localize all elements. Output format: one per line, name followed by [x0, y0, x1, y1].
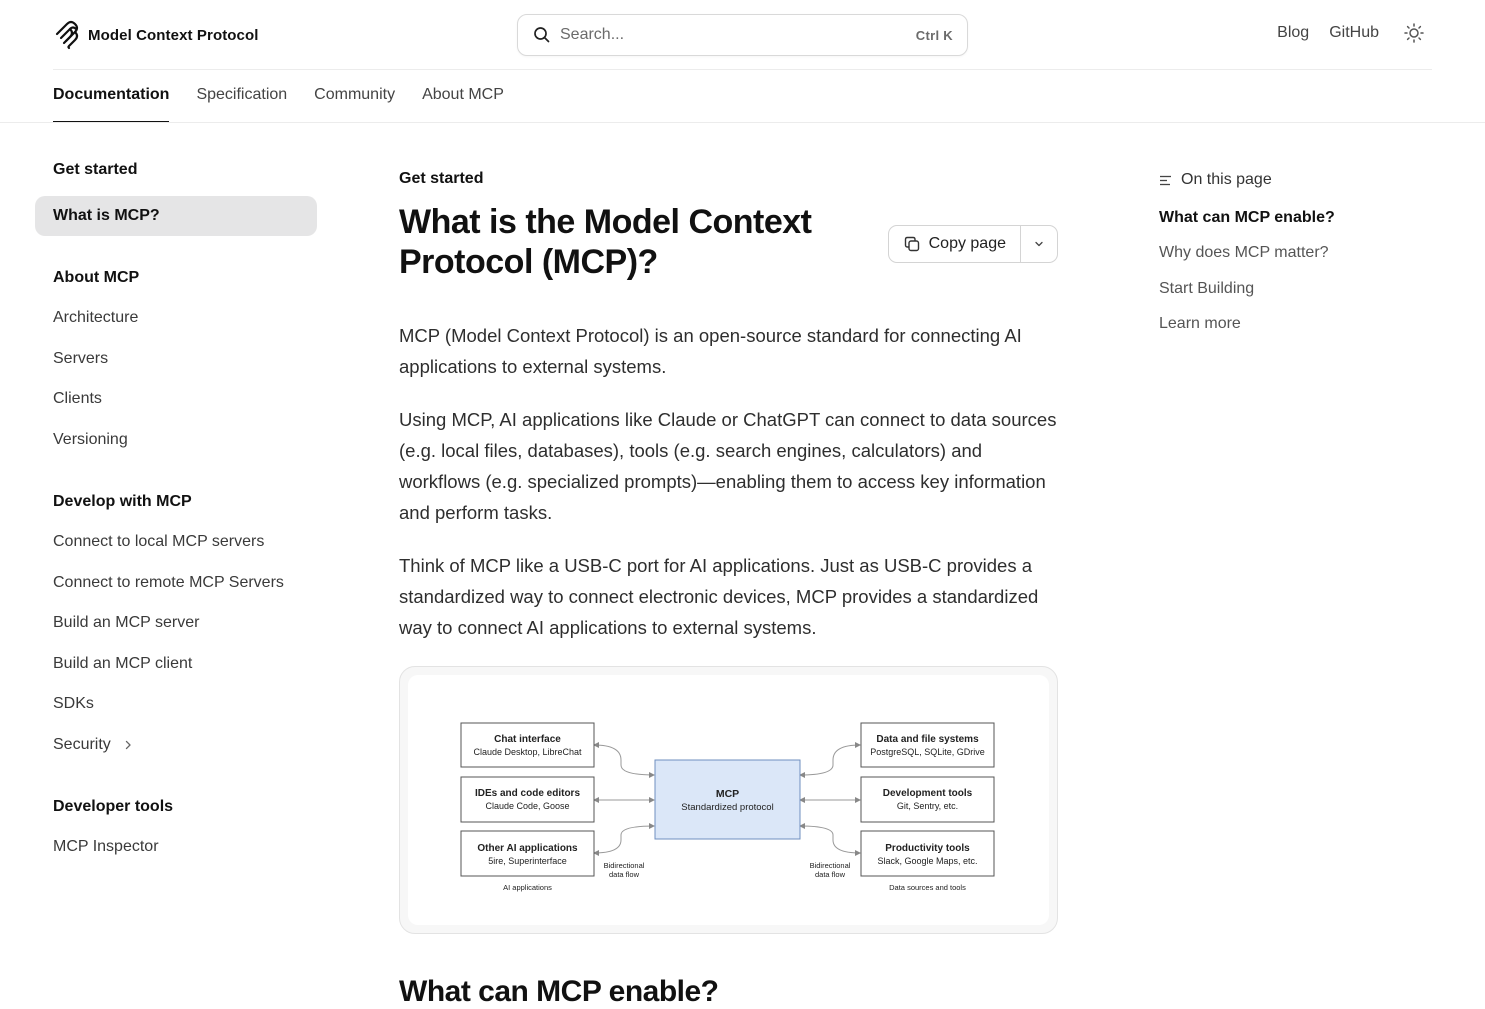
- github-link[interactable]: GitHub: [1329, 24, 1379, 41]
- connector-line: [800, 745, 860, 775]
- brand-link[interactable]: [54, 20, 259, 50]
- sidebar-item-what-is-mcp[interactable]: What is MCP?: [35, 196, 317, 236]
- center-subtitle: Standardized protocol: [681, 802, 774, 813]
- box-title: Chat interface: [494, 734, 561, 745]
- copy-page-group: [888, 225, 1058, 263]
- box-title: Other AI applications: [477, 843, 578, 854]
- top-header: [0, 0, 1485, 70]
- main-content: [399, 168, 1059, 934]
- chevron-right-icon: [123, 740, 133, 750]
- box-title: Productivity tools: [885, 843, 970, 854]
- center-title: MCP: [715, 788, 740, 800]
- client-box-other-ai: [461, 831, 594, 876]
- search-placeholder: Search...: [560, 26, 625, 43]
- section-heading-what-can-mcp-enable: What can MCP enable?: [399, 975, 719, 1008]
- copy-page-label: Copy page: [928, 235, 1006, 252]
- mcp-architecture-diagram: [408, 675, 1049, 927]
- server-box-data-files: [861, 723, 994, 767]
- tabs-divider: [0, 122, 1485, 123]
- mcp-logo-icon: [54, 21, 80, 49]
- toc-item-start-building[interactable]: Start Building: [1159, 279, 1255, 297]
- toc-item-why-does-mcp-matter[interactable]: Why does MCP matter?: [1159, 244, 1329, 262]
- copy-icon: [903, 235, 921, 253]
- sidebar-heading: Develop with MCP: [53, 493, 192, 510]
- sidebar-group-develop: [35, 482, 317, 765]
- paragraph: Using MCP, AI applications like Claude or ChatGPT can connect to data sources (e.g. local files, databases), tools (e.g. search engines, calculators) and workflows (e.g. specialized prompts)—enabling them to access key information and perform tasks.: [399, 409, 1057, 523]
- box-subtitle: Claude Code, Goose: [485, 801, 570, 811]
- box-subtitle: Git, Sentry, etc.: [896, 801, 959, 811]
- sidebar-item-clients[interactable]: Clients: [53, 390, 102, 407]
- sidebar-heading: About MCP: [53, 269, 140, 286]
- architecture-figure: [399, 666, 1058, 934]
- connector-line: [800, 826, 860, 853]
- toc-title: On this page: [1181, 171, 1272, 188]
- flow-label: Bidirectional: [809, 861, 851, 870]
- box-subtitle: Slack, Google Maps, etc.: [877, 856, 978, 866]
- primary-tabs: [53, 70, 504, 123]
- connector-line: [594, 745, 654, 775]
- sidebar-item-label: Security: [53, 735, 111, 753]
- sidebar-group-developer-tools: [35, 787, 317, 868]
- server-box-productivity: [861, 831, 994, 876]
- box-subtitle: Claude Desktop, LibreChat: [473, 747, 582, 757]
- list-icon: [1159, 174, 1172, 187]
- paragraph: MCP (Model Context Protocol) is an open-source standard for connecting AI applications to external systems.: [399, 325, 1022, 377]
- brand-name: Model Context Protocol: [88, 26, 259, 44]
- tab-specification[interactable]: Specification: [196, 86, 288, 103]
- box-title: IDEs and code editors: [474, 788, 581, 799]
- caption-ai-applications: AI applications: [503, 883, 552, 892]
- sidebar-nav: [35, 150, 317, 890]
- sidebar-item-connect-remote[interactable]: Connect to remote MCP Servers: [53, 573, 284, 591]
- title-row: [399, 202, 1059, 282]
- search-icon: [533, 26, 551, 44]
- sidebar-group-get-started: [35, 150, 317, 236]
- sidebar-item-servers[interactable]: Servers: [53, 349, 109, 367]
- sidebar-heading: Get started: [53, 161, 138, 178]
- header-links: [1277, 22, 1425, 44]
- sidebar-item-build-server[interactable]: Build an MCP server: [53, 614, 200, 631]
- box-subtitle: 5ire, Superinterface: [488, 856, 567, 866]
- box-title: Development tools: [882, 788, 973, 799]
- toc-list: [1159, 207, 1439, 348]
- client-box-ides: [461, 777, 594, 822]
- sidebar-item-sdks[interactable]: SDKs: [53, 695, 94, 712]
- section-eyebrow: Get started: [399, 170, 484, 187]
- mcp-center-box: [655, 760, 800, 839]
- paragraph: Think of MCP like a USB-C port for AI applications. Just as USB-C provides a standardized way to connect electronic devices, MCP provides a standardized way to connect AI applications to external systems.: [399, 555, 1039, 638]
- toc-item-what-can-mcp-enable[interactable]: What can MCP enable?: [1159, 209, 1335, 226]
- figure-canvas: [408, 675, 1049, 925]
- client-box-chat-interface: [461, 723, 594, 767]
- table-of-contents: [1159, 168, 1439, 348]
- tab-community[interactable]: Community: [314, 86, 396, 103]
- connector-line: [594, 826, 654, 853]
- sidebar-heading: Developer tools: [53, 798, 174, 815]
- flow-label: data flow: [608, 870, 640, 879]
- copy-page-button[interactable]: [889, 226, 1021, 262]
- blog-link[interactable]: Blog: [1277, 24, 1310, 41]
- tab-about-mcp[interactable]: About MCP: [422, 86, 504, 103]
- server-box-dev-tools: [861, 777, 994, 822]
- flow-label: data flow: [814, 870, 846, 879]
- toc-item-learn-more[interactable]: Learn more: [1159, 314, 1241, 332]
- toc-header: [1159, 168, 1439, 192]
- sidebar-item-security[interactable]: [35, 725, 317, 766]
- tab-documentation[interactable]: Documentation: [53, 70, 169, 123]
- flow-label: Bidirectional: [603, 861, 645, 870]
- sidebar-item-mcp-inspector[interactable]: MCP Inspector: [53, 838, 159, 855]
- search-input[interactable]: [517, 14, 968, 56]
- caption-data-sources: Data sources and tools: [889, 883, 966, 892]
- sun-icon[interactable]: [1403, 22, 1425, 44]
- sidebar-item-versioning[interactable]: Versioning: [53, 430, 128, 448]
- box-subtitle: PostgreSQL, SQLite, GDrive: [870, 747, 985, 757]
- chevron-down-icon: [1033, 238, 1045, 250]
- sidebar-item-build-client[interactable]: Build an MCP client: [53, 654, 193, 672]
- box-title: Data and file systems: [876, 734, 979, 745]
- search-shortcut-hint: Ctrl K: [915, 27, 953, 43]
- sidebar-item-architecture[interactable]: Architecture: [53, 309, 139, 326]
- copy-options-button[interactable]: [1021, 226, 1057, 262]
- sidebar-item-connect-local[interactable]: Connect to local MCP servers: [53, 533, 265, 550]
- page-title: What is the Model Context Protocol (MCP)?: [399, 203, 812, 281]
- sidebar-group-about-mcp: [35, 258, 317, 460]
